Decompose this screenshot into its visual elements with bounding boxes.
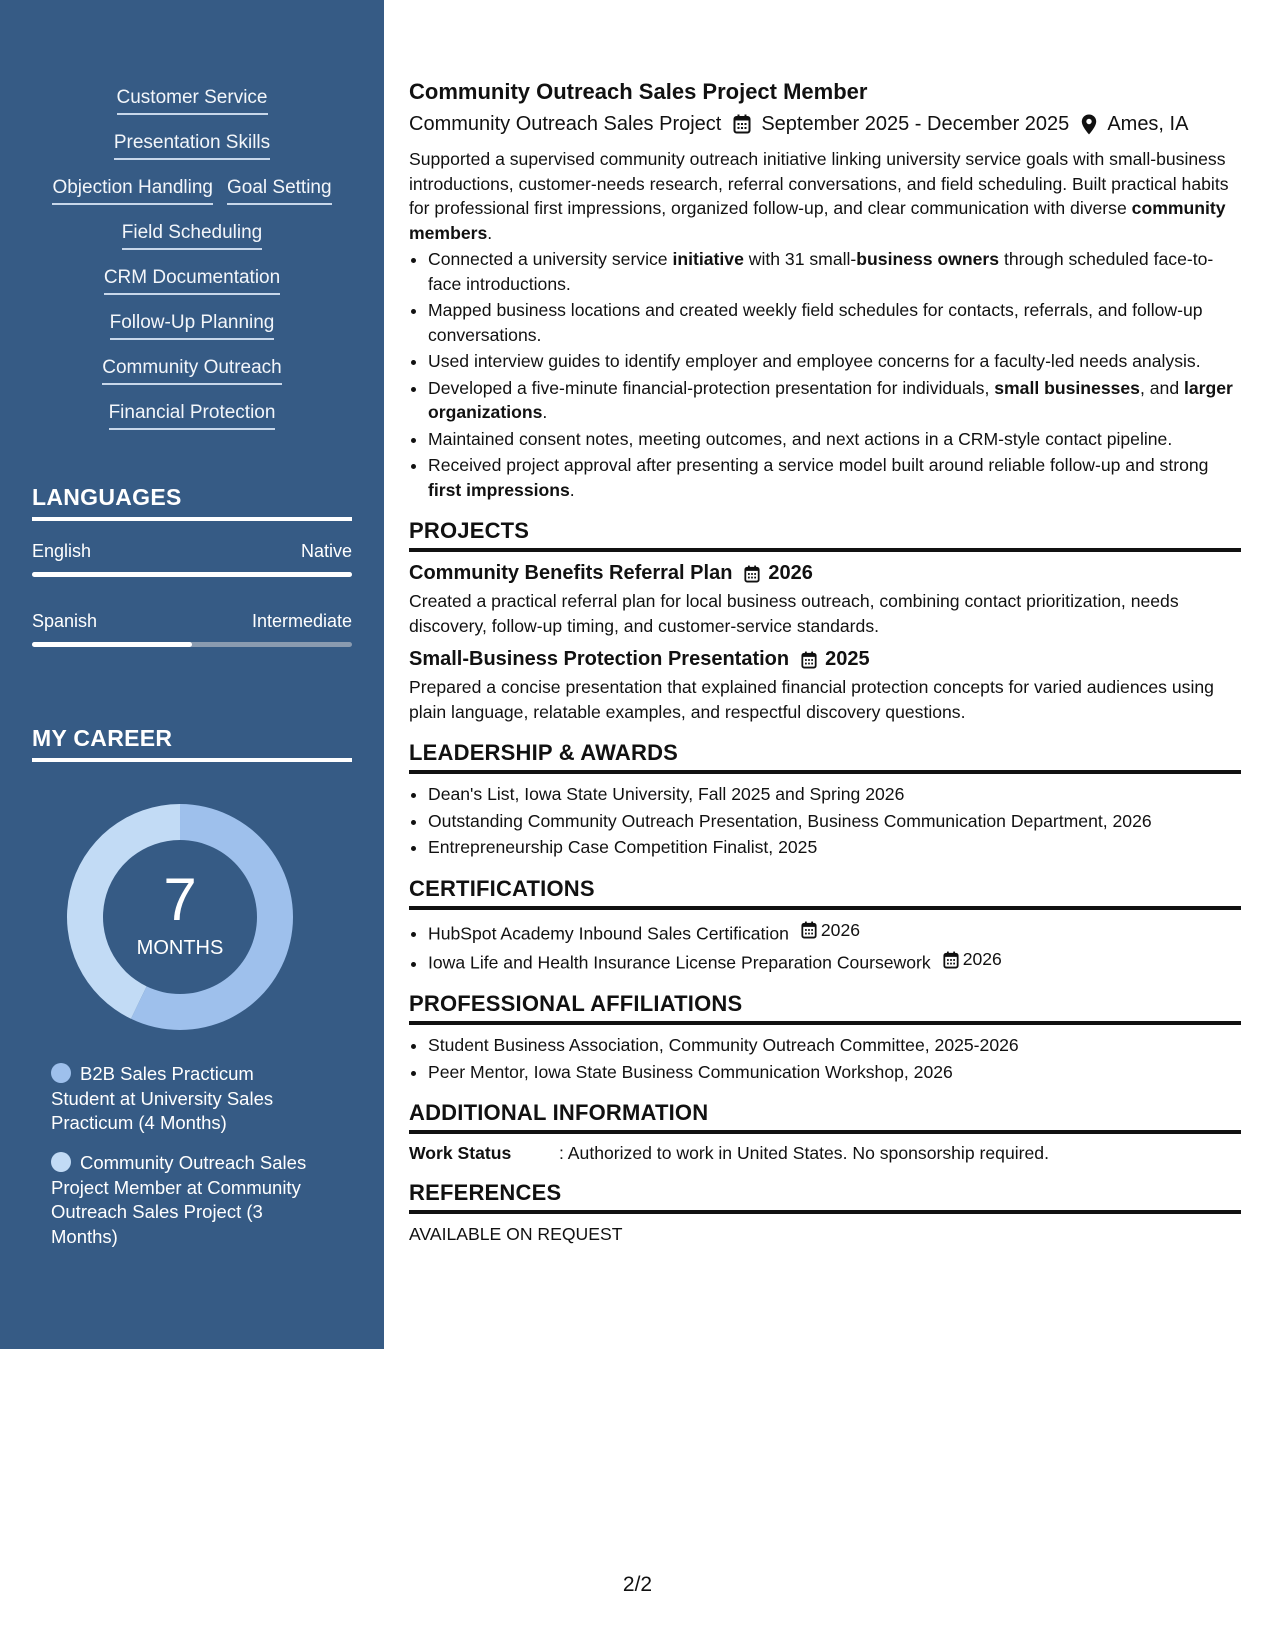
language-name: English <box>32 541 92 561</box>
affiliations-heading: PROFESSIONAL AFFILIATIONS <box>409 991 1241 1025</box>
language-name: Spanish <box>32 611 98 631</box>
projects-list <box>409 562 1241 724</box>
main-content <box>409 78 1241 1245</box>
job-summary: Supported a supervised community outreach initiative linking university service goals with small-business introductions, customer-needs research, referral conversations, and field scheduling. Built practical habits for professional first impressions, organized follow-up, and clear communication with diverse community members. <box>409 149 1229 243</box>
list-item: • Maintained consent notes, meeting outcomes, and next actions in a CRM-style contact pipeline. <box>428 427 1241 452</box>
list-item: • Outstanding Community Outreach Presentation, Business Communication Department, 2026 <box>428 809 1241 834</box>
project-year: 2026 <box>768 562 813 584</box>
references-heading: REFERENCES <box>409 1180 1241 1214</box>
list-item: • Dean's List, Iowa State University, Fall 2025 and Spring 2026 <box>428 782 1241 807</box>
skill-row <box>0 86 384 115</box>
list-item: • Connected a university service initiative with 31 small-business owners through scheduled face-to-face introductions. <box>428 247 1241 296</box>
career-heading: MY CAREER <box>32 725 352 762</box>
career-total-unit: MONTHS <box>136 937 224 959</box>
leadership-heading: LEADERSHIP & AWARDS <box>409 740 1241 774</box>
work-status-value: : Authorized to work in United States. No sponsorship required. <box>559 1143 1049 1163</box>
skill-tag: Objection Handling <box>52 176 213 205</box>
certifications-heading: CERTIFICATIONS <box>409 876 1241 910</box>
language-spanish <box>32 611 352 632</box>
list-item: • Mapped business locations and created weekly field schedules for contacts, referrals, and follow-up conversations. <box>428 298 1241 347</box>
languages-heading: LANGUAGES <box>32 484 352 521</box>
career-item-text: B2B Sales Practicum Student at University Sales Practicum (4 Months) <box>51 1063 274 1133</box>
project-title: Community Benefits Referral Plan <box>409 562 733 584</box>
career-total-value: 7 <box>163 866 197 933</box>
job-location: Ames, IA <box>1107 113 1189 135</box>
skill-tag: Presentation Skills <box>114 131 270 160</box>
legend-dot <box>51 1152 71 1172</box>
skill-tag: Follow-Up Planning <box>110 311 275 340</box>
certification-year: 2026 <box>789 918 860 943</box>
calendar-icon <box>801 651 817 669</box>
skill-row <box>0 401 384 430</box>
job-meta <box>409 111 1241 137</box>
skill-row <box>0 176 384 205</box>
career-item-text: Community Outreach Sales Project Member at Community Outreach Sales Project (3 Months) <box>51 1152 307 1247</box>
certification-name: Iowa Life and Health Insurance License Preparation Coursework <box>428 952 931 973</box>
certification-item <box>428 918 1241 946</box>
language-bar-spanish <box>32 642 352 647</box>
language-level: Intermediate <box>251 611 352 631</box>
skill-tag: Financial Protection <box>109 401 276 430</box>
certification-item <box>428 947 1241 975</box>
project-title: Small-Business Protection Presentation <box>409 648 790 670</box>
calendar-icon <box>943 951 959 969</box>
sidebar <box>0 0 384 1349</box>
work-status-row <box>409 1143 1241 1164</box>
calendar-icon <box>744 565 760 583</box>
project-item <box>409 648 1241 724</box>
project-year: 2025 <box>825 648 870 670</box>
calendar-icon <box>733 114 751 134</box>
location-pin-icon <box>1081 114 1097 135</box>
job-bullets <box>409 247 1241 502</box>
page-number: 2/2 <box>622 1573 653 1596</box>
certifications-list <box>409 918 1241 976</box>
project-title-row <box>409 562 1241 585</box>
list-item: • Received project approval after presenting a service model built around reliable follow-up and strong first impressions. <box>428 453 1241 502</box>
skill-row <box>0 221 384 250</box>
list-item: • Entrepreneurship Case Competition Finalist, 2025 <box>428 835 1241 860</box>
list-item: • Student Business Association, Community Outreach Committee, 2025-2026 <box>428 1033 1241 1058</box>
project-item <box>409 562 1241 638</box>
projects-heading: PROJECTS <box>409 518 1241 552</box>
affiliations-list <box>409 1033 1241 1084</box>
career-item <box>51 1151 321 1249</box>
additional-info-heading: ADDITIONAL INFORMATION <box>409 1100 1241 1134</box>
certification-name: HubSpot Academy Inbound Sales Certification <box>428 922 789 943</box>
skill-tag: CRM Documentation <box>104 266 280 295</box>
skill-tag: Goal Setting <box>227 176 332 205</box>
company-name: Community Outreach Sales Project <box>409 113 722 135</box>
certification-year: 2026 <box>931 947 1002 972</box>
language-level: Native <box>300 541 352 561</box>
language-bar-english <box>32 572 352 577</box>
project-title-row <box>409 648 1241 671</box>
project-description: Prepared a concise presentation that explained financial protection concepts for varied audiences using plain language, relatable examples, and respectful discovery questions. <box>409 677 1214 722</box>
calendar-icon <box>801 921 817 939</box>
project-description: Created a practical referral plan for local business outreach, combining contact prioritization, needs discovery, follow-up timing, and customer-service standards. <box>409 591 1179 636</box>
references-text: AVAILABLE ON REQUEST <box>409 1224 623 1244</box>
skill-tag: Customer Service <box>117 86 268 115</box>
skill-row <box>0 266 384 295</box>
career-item <box>51 1062 321 1136</box>
skill-tag: Community Outreach <box>102 356 282 385</box>
work-status-label: Work Status <box>409 1143 512 1163</box>
language-english <box>32 541 352 562</box>
legend-dot <box>51 1063 71 1083</box>
job-title: Community Outreach Sales Project Member <box>409 79 868 104</box>
job-dates: September 2025 - December 2025 <box>761 113 1070 135</box>
skill-row <box>0 356 384 385</box>
language-bar-fill <box>32 642 192 647</box>
skill-row <box>0 311 384 340</box>
list-item: • Peer Mentor, Iowa State Business Communication Workshop, 2026 <box>428 1060 1241 1085</box>
list-item: • Used interview guides to identify employer and employee concerns for a faculty-led needs analysis. <box>428 349 1241 374</box>
leadership-list <box>409 782 1241 860</box>
skill-tag: Field Scheduling <box>122 221 262 250</box>
skill-row <box>0 131 384 160</box>
list-item: • Developed a five-minute financial-protection presentation for individuals, small businesses, and larger organizations. <box>428 376 1241 425</box>
language-bar-fill <box>32 572 352 577</box>
